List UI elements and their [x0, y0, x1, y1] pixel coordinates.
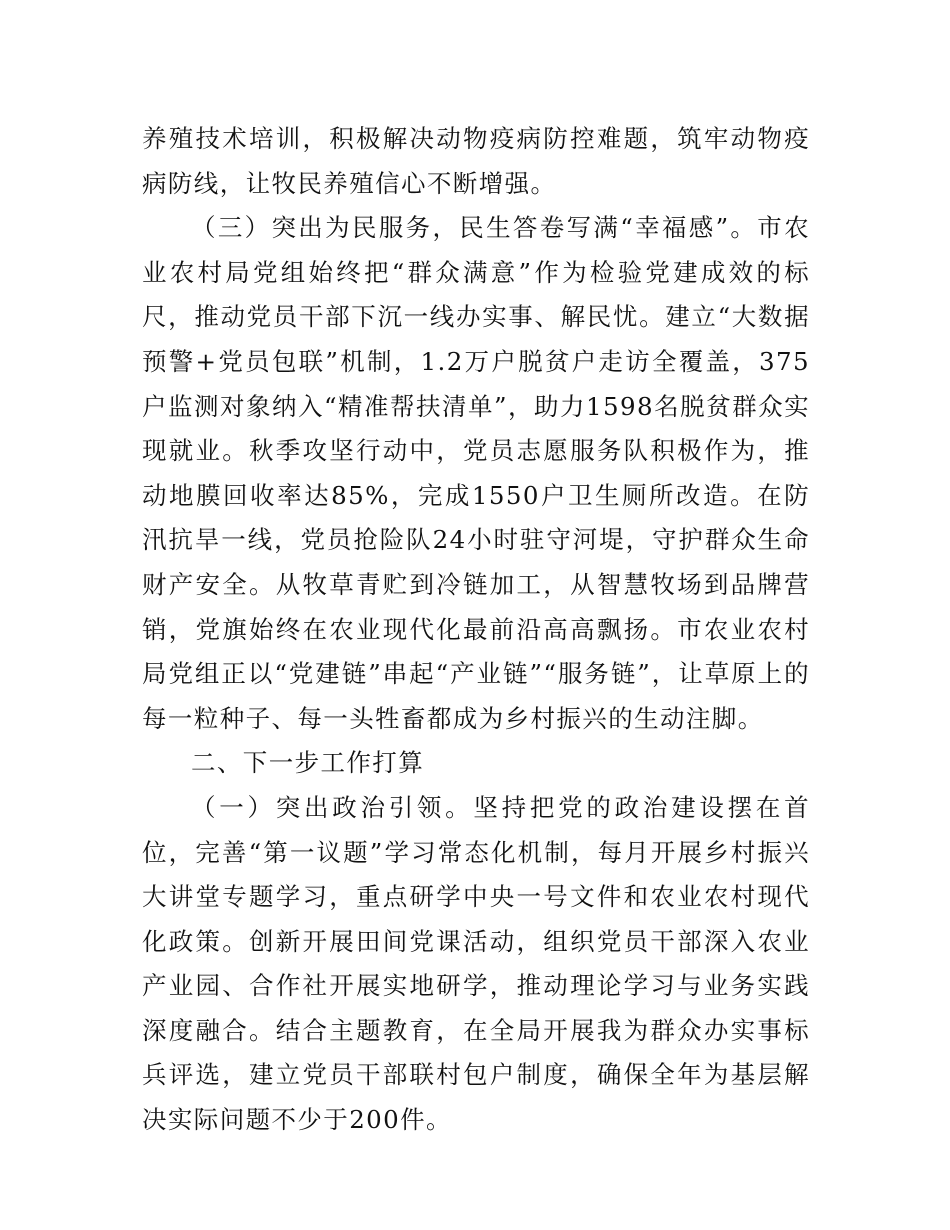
- paragraph-continuation: 养殖技术培训，积极解决动物疫病防控难题，筑牢动物疫病防线，让牧民养殖信心不断增强。: [142, 124, 810, 198]
- document-body: [142, 117, 810, 1143]
- section-heading-next-steps: 二、下一步工作打算: [191, 748, 425, 778]
- paragraph-plan-1: （一）突出政治引领。坚持把党的政治建设摆在首位，完善“第一议题”学习常态化机制，每月开展乡村振兴大讲堂专题学习，重点研学中央一号文件和农业农村现代化政策。创新开展田间党课活动，组织党员干部深入农业产业园、合作社开展实地研学，推动理论学习与业务实践深度融合。结合主题教育，在全局开展我为群众办实事标兵评选，建立党员干部联村包户制度，确保全年为基层解决实际问题不少于200件。: [142, 792, 810, 1135]
- paragraph-section-3: （三）突出为民服务，民生答卷写满“幸福感”。市农业农村局党组始终把“群众满意”作为检验党建成效的标尺，推动党员干部下沉一线办实事、解民忧。建立“大数据预警+党员包联”机制，1.2万户脱贫户走访全覆盖，375户监测对象纳入“精准帮扶清单”，助力1598名脱贫群众实现就业。秋季攻坚行动中，党员志愿服务队积极作为，推动地膜回收率达85%，完成1550户卫生厕所改造。在防汛抗旱一线，党员抢险队24小时驻守河堤，守护群众生命财产安全。从牧草青贮到冷链加工，从智慧牧场到品牌营销，党旗始终在农业现代化最前沿高高飘扬。市农业农村局党组正以“党建链”串起“产业链”“服务链”，让草原上的每一粒种子、每一头牲畜都成为乡村振兴的生动注脚。: [142, 213, 810, 733]
